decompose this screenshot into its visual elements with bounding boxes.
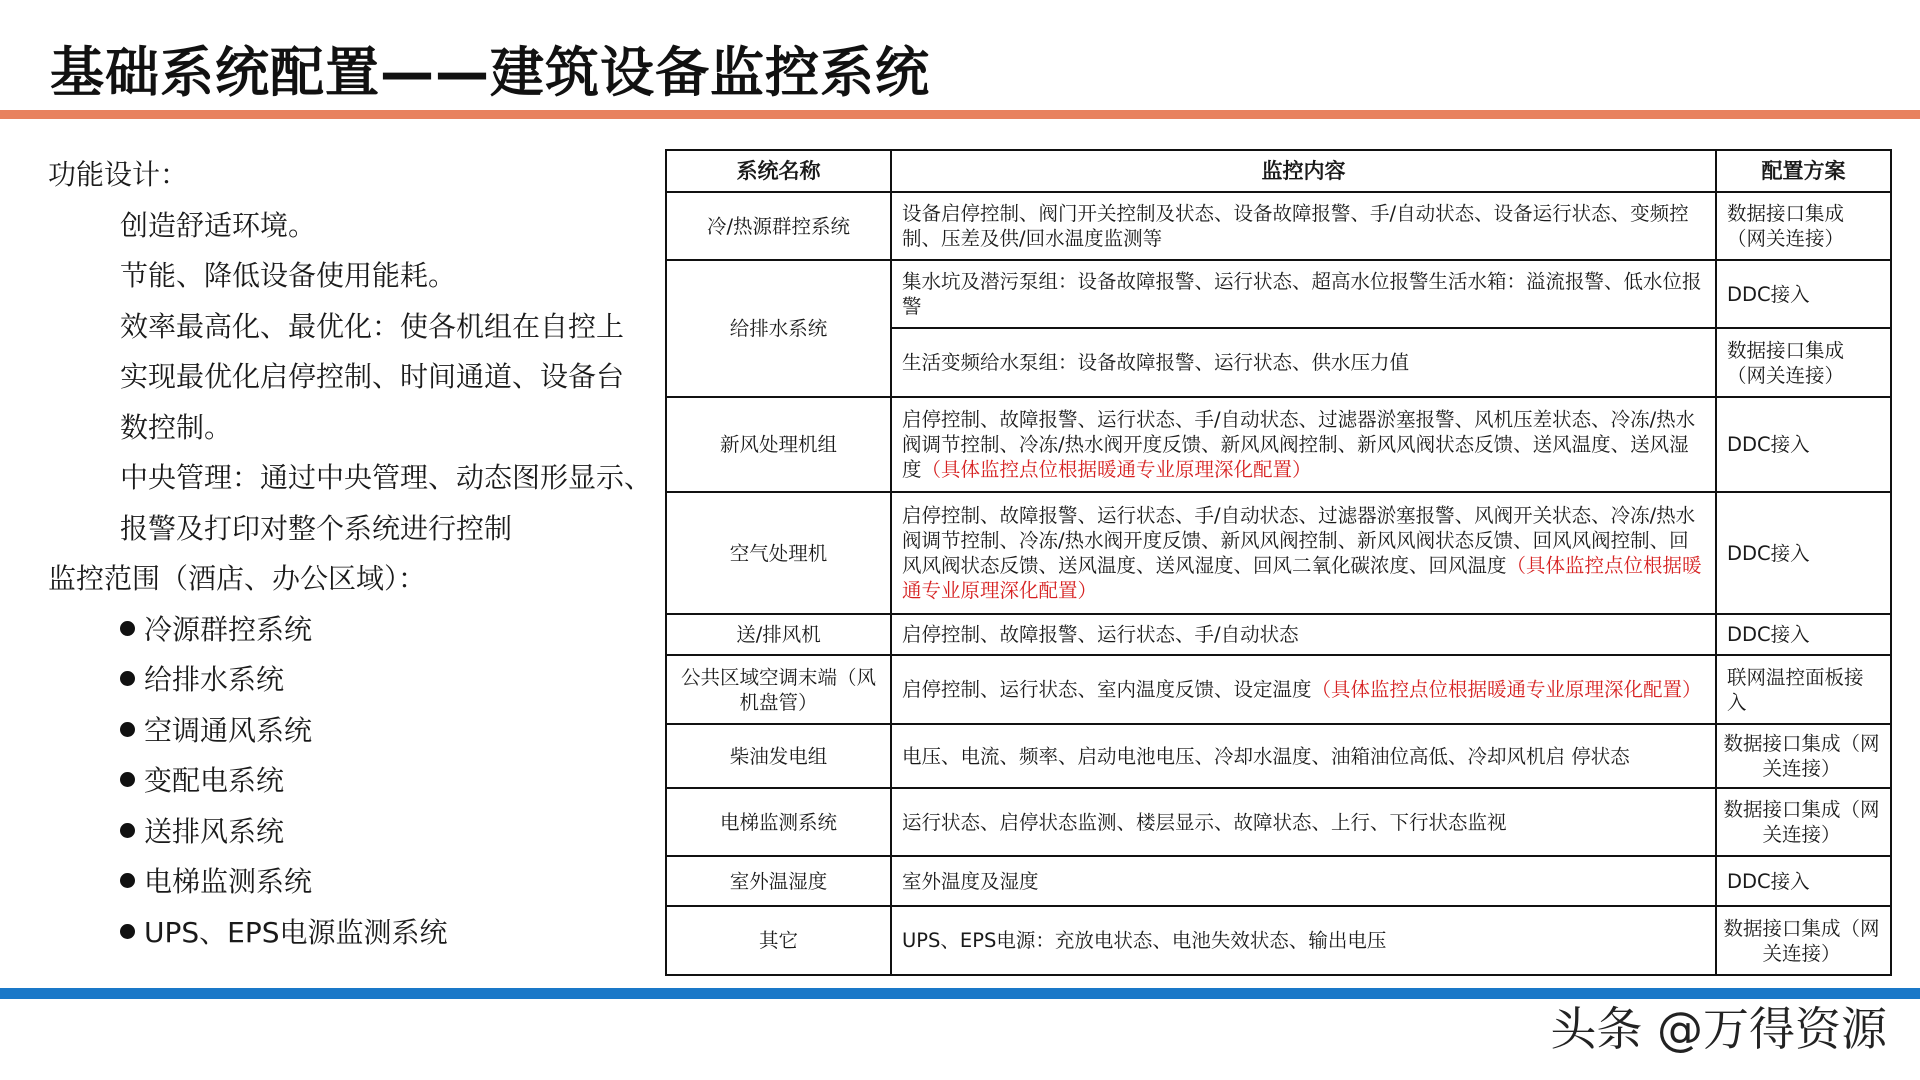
header-system-name: 系统名称 bbox=[666, 150, 891, 192]
system-name-cell: 新风处理机组 bbox=[666, 397, 891, 492]
bullet-icon bbox=[120, 621, 135, 636]
monitor-content-cell bbox=[891, 655, 1716, 724]
config-plan-cell: 数据接口集成（网关连接） bbox=[1716, 788, 1891, 856]
function-description bbox=[48, 150, 653, 958]
config-plan-cell: 联网温控面板接入 bbox=[1716, 655, 1891, 724]
bullet-icon bbox=[120, 924, 135, 939]
config-plan-cell: DDC接入 bbox=[1716, 397, 1891, 492]
bullet-icon bbox=[120, 873, 135, 888]
deepening-note: （具体监控点位根据暖通专业原理深化配置） bbox=[1311, 678, 1702, 701]
scope-item bbox=[48, 908, 648, 959]
monitor-content-cell: 设备启停控制、阀门开关控制及状态、设备故障报警、手/自动状态、设备运行状态、变频控制、压差及供/回水温度监测等 bbox=[891, 192, 1716, 260]
monitor-content-cell bbox=[891, 397, 1716, 492]
system-name-cell: 电梯监测系统 bbox=[666, 788, 891, 856]
function-item: 数控制。 bbox=[120, 410, 233, 444]
system-name-cell: 其它 bbox=[666, 906, 891, 975]
config-plan-cell: 数据接口集成（网关连接） bbox=[1716, 328, 1891, 397]
scope-item-label: 变配电系统 bbox=[144, 764, 285, 797]
function-item: 创造舒适环境。 bbox=[120, 208, 317, 242]
page-title: 基础系统配置——建筑设备监控系统 bbox=[50, 41, 930, 104]
bullet-icon bbox=[120, 722, 135, 737]
title-divider bbox=[0, 110, 1920, 119]
table-row bbox=[666, 788, 1891, 856]
bullet-icon bbox=[120, 772, 135, 787]
header-monitor-content: 监控内容 bbox=[891, 150, 1716, 192]
system-name-cell: 空气处理机 bbox=[666, 492, 891, 614]
scope-item-label: 空调通风系统 bbox=[144, 713, 313, 747]
scope-heading: 监控范围（酒店、办公区域）： bbox=[48, 562, 427, 595]
table-row bbox=[666, 192, 1891, 260]
deepening-note: （具体监控点位根据暖通专业原理深化配置） bbox=[902, 554, 1702, 602]
bullet-icon bbox=[120, 671, 135, 686]
scope-item-label: 给排水系统 bbox=[144, 663, 285, 696]
system-name-cell: 冷/热源群控系统 bbox=[666, 192, 891, 260]
system-name-cell: 公共区域空调末端（风机盘管） bbox=[666, 655, 891, 724]
bullet-icon bbox=[120, 823, 135, 838]
monitor-content-text: 启停控制、故障报警、运行状态、手/自动状态、过滤器淤塞报警、风机压差状态、冷冻/热水阀调节控制、冷冻/热水阀开度反馈、新风风阀控制、新风风阀状态反馈、送风温度、送风湿度 bbox=[902, 408, 1696, 481]
table-row bbox=[666, 856, 1891, 906]
function-heading: 功能设计： bbox=[48, 158, 189, 191]
monitor-content-text: 启停控制、故障报警、运行状态、手/自动状态、过滤器淤塞报警、风阀开关状态、冷冻/热水阀调节控制、冷冻/热水阀开度反馈、新风风阀控制、新风风阀状态反馈、回风风阀控制、回风风阀状态反馈、送风温度、送风湿度、回风二氧化碳浓度、回风温度 bbox=[902, 504, 1696, 577]
monitor-content-cell: 电压、电流、频率、启动电池电压、冷却水温度、油箱油位高低、冷却风机启 停状态 bbox=[891, 724, 1716, 788]
system-name-cell: 柴油发电组 bbox=[666, 724, 891, 788]
deepening-note: （具体监控点位根据暖通专业原理深化配置） bbox=[921, 458, 1312, 481]
watermark: 头条 @万得资源 bbox=[1550, 1002, 1887, 1056]
monitor-content-cell: 启停控制、故障报警、运行状态、手/自动状态 bbox=[891, 614, 1716, 655]
scope-item bbox=[48, 756, 648, 807]
config-plan-cell: DDC接入 bbox=[1716, 260, 1891, 328]
monitoring-config-table bbox=[665, 149, 1892, 976]
scope-item bbox=[48, 807, 648, 858]
function-item: 节能、降低设备使用能耗。 bbox=[120, 259, 457, 292]
system-name-cell: 给排水系统 bbox=[666, 260, 891, 397]
system-name-cell: 室外温湿度 bbox=[666, 856, 891, 906]
system-name-cell: 送/排风机 bbox=[666, 614, 891, 655]
scope-item-label: 冷源群控系统 bbox=[144, 612, 313, 646]
scope-item bbox=[48, 655, 648, 706]
monitor-content-cell: 集水坑及潜污泵组：设备故障报警、运行状态、超高水位报警生活水箱：溢流报警、低水位报警 bbox=[891, 260, 1716, 328]
table-row bbox=[666, 614, 1891, 655]
monitor-content-text: 启停控制、运行状态、室内温度反馈、设定温度 bbox=[902, 678, 1312, 701]
scope-item-label: UPS、EPS电源监测系统 bbox=[144, 915, 448, 949]
function-item: 效率最高化、最优化：使各机组在自控上 bbox=[120, 309, 625, 343]
table-header-row bbox=[666, 150, 1891, 192]
function-item: 报警及打印对整个系统进行控制 bbox=[120, 511, 513, 545]
table-row bbox=[666, 906, 1891, 975]
monitor-content-cell: 室外温度及湿度 bbox=[891, 856, 1716, 906]
config-plan-cell: DDC接入 bbox=[1716, 614, 1891, 655]
config-plan-cell: DDC接入 bbox=[1716, 492, 1891, 614]
function-item: 实现最优化启停控制、时间通道、设备台 bbox=[120, 360, 625, 393]
monitor-content-cell: 运行状态、启停状态监测、楼层显示、故障状态、上行、下行状态监视 bbox=[891, 788, 1716, 856]
table-row bbox=[666, 260, 1891, 328]
monitor-content-cell: UPS、EPS电源：充放电状态、电池失效状态、输出电压 bbox=[891, 906, 1716, 975]
monitor-content-cell: 生活变频给水泵组：设备故障报警、运行状态、供水压力值 bbox=[891, 328, 1716, 397]
table-row bbox=[666, 492, 1891, 614]
scope-item bbox=[48, 706, 648, 757]
config-plan-cell: 数据接口集成（网关连接） bbox=[1716, 192, 1891, 260]
table-row bbox=[666, 655, 1891, 724]
scope-item-label: 送排风系统 bbox=[144, 814, 285, 848]
config-plan-cell: 数据接口集成（网关连接） bbox=[1716, 906, 1891, 975]
header-config-plan: 配置方案 bbox=[1716, 150, 1891, 192]
config-plan-cell: DDC接入 bbox=[1716, 856, 1891, 906]
table-row bbox=[666, 397, 1891, 492]
table-row bbox=[666, 724, 1891, 788]
monitor-content-cell bbox=[891, 492, 1716, 614]
function-item: 中央管理：通过中央管理、动态图形显示、 bbox=[120, 461, 653, 494]
config-plan-cell: 数据接口集成（网关连接） bbox=[1716, 724, 1891, 788]
scope-item bbox=[48, 857, 648, 908]
scope-item bbox=[48, 605, 648, 656]
scope-item-label: 电梯监测系统 bbox=[144, 865, 313, 898]
